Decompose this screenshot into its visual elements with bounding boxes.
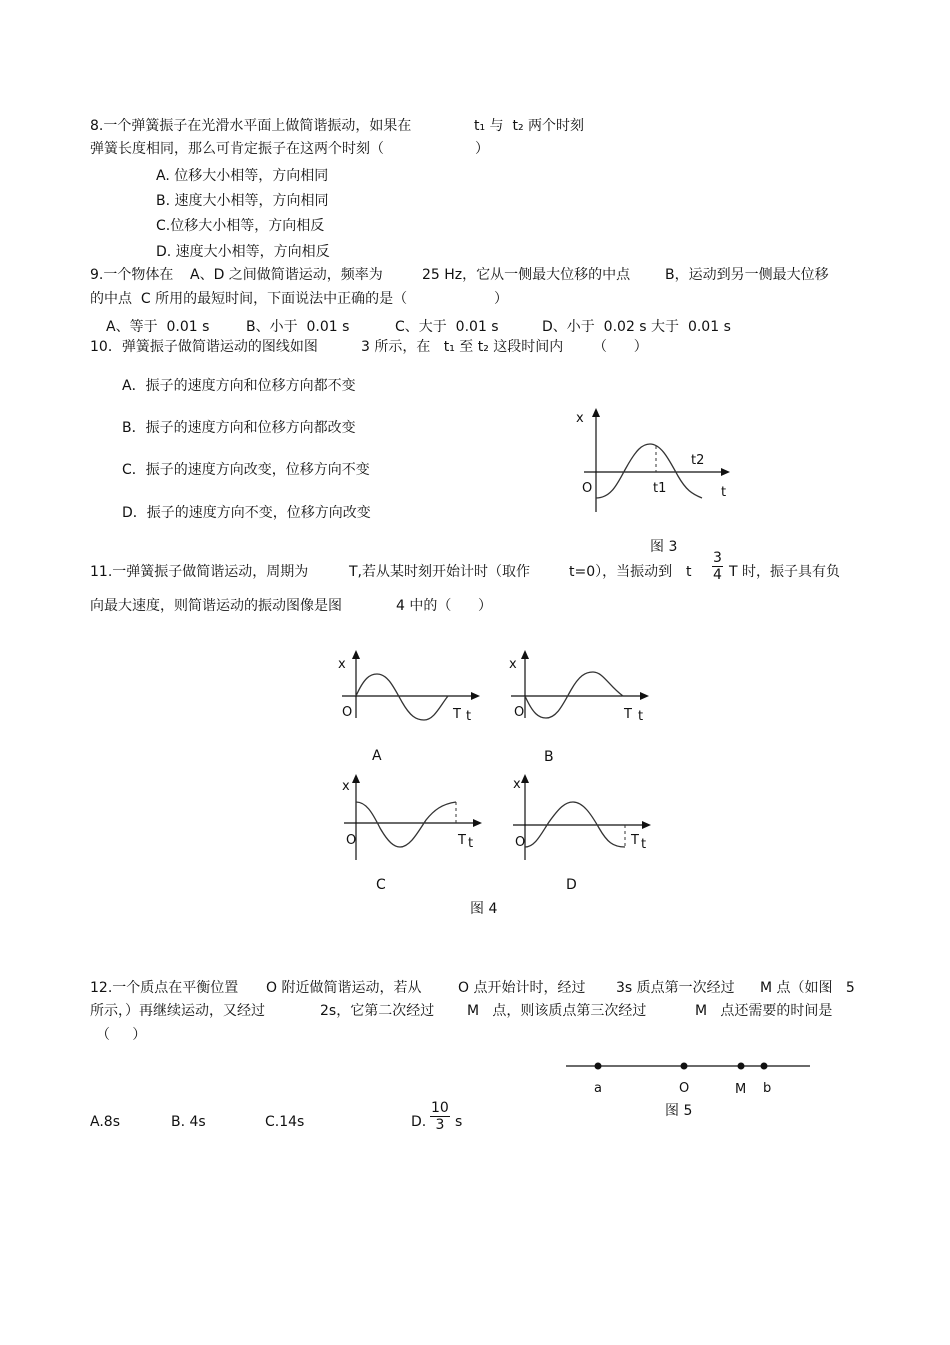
fig4c-curve xyxy=(356,802,456,847)
fig4d-x-label: x xyxy=(513,777,521,792)
q9-option-c: C、大于 0.01 s xyxy=(395,319,499,335)
fig4c-x-label: x xyxy=(342,779,350,794)
fig4b-x-arrow-icon xyxy=(521,650,529,659)
fig4-label-d: D xyxy=(566,877,577,893)
q12-line1-c: O 点开始计时，经过 xyxy=(458,980,586,996)
q9-line1-d: B，运动到另一侧最大位移 xyxy=(665,267,829,283)
q12-optd-num: 10 xyxy=(431,1100,449,1116)
q8-line1: 8.一个弹簧振子在光滑水平面上做简谐振动，如果在 xyxy=(90,118,412,134)
fig4-graph-b xyxy=(505,648,655,728)
fig5-label-o: O xyxy=(679,1081,690,1096)
fig4a-origin: O xyxy=(342,705,353,720)
q12-optd-unit: s xyxy=(455,1114,463,1130)
q9-line1-c: 25 Hz，它从一侧最大位移的中点 xyxy=(422,267,631,283)
q9-option-d: D、小于 0.02 s 大于 0.01 s xyxy=(542,319,731,335)
fig4-label-a: A xyxy=(372,748,382,764)
fig3-x-label: x xyxy=(576,411,584,426)
q10-paren: （ ） xyxy=(593,339,648,355)
q8-line2: 弹簧长度相同，那么可肯定振子在这两个时刻（ xyxy=(90,141,384,157)
fig4d-origin: O xyxy=(515,835,526,850)
fig5-point-m xyxy=(738,1063,745,1070)
q11-line1-a: 11.一弹簧振子做简谐运动，周期为 xyxy=(90,564,309,580)
fig4-label-c: C xyxy=(376,877,386,893)
q12-line2-c: M 点，则该质点第三次经过 xyxy=(467,1003,647,1019)
q12-line3: （ ） xyxy=(96,1027,147,1043)
q9-option-a: A、等于 0.01 s xyxy=(106,319,210,335)
fig5-point-a xyxy=(595,1063,602,1070)
q10-option-d: D．振子的速度方向不变，位移方向改变 xyxy=(122,505,371,521)
q12-line1-e: M 点（如图 5 xyxy=(760,980,855,996)
fig4b-x-label: x xyxy=(509,657,517,672)
fig4b-origin: O xyxy=(514,705,525,720)
figure-5-line xyxy=(564,1056,814,1096)
fig4-graph-c xyxy=(334,772,484,867)
q12-line1-b: O 附近做简谐运动，若从 xyxy=(266,980,422,996)
q12-line2-b: 2s，它第二次经过 xyxy=(320,1003,435,1019)
figure-3-caption: 图 3 xyxy=(650,539,678,555)
q11-frac-den: 4 xyxy=(713,567,722,583)
fig3-t2-label: t2 xyxy=(691,453,705,468)
q12-option-c: C.14s xyxy=(265,1114,305,1130)
q12-line2-a: 所示，）再继续运动，又经过 xyxy=(90,1003,265,1019)
fig3-curve xyxy=(596,444,705,498)
fig4a-t-arrow-icon xyxy=(471,692,480,700)
fig4b-T-label: T xyxy=(624,707,632,722)
fig4-label-b: B xyxy=(544,749,554,765)
figure-4-caption: 图 4 xyxy=(470,901,498,917)
fig3-t-arrow-icon xyxy=(721,468,730,476)
fig4b-t-arrow-icon xyxy=(640,692,649,700)
fig4d-T-label: T xyxy=(631,833,639,848)
q12-line1-a: 12.一个质点在平衡位置 xyxy=(90,980,239,996)
fig5-label-b: b xyxy=(763,1081,772,1096)
q11-line1-d: t xyxy=(686,564,692,580)
fig4c-t-label: t xyxy=(468,836,474,851)
q11-line2-a: 向最大速度，则简谐运动的振动图像是图 xyxy=(90,598,342,614)
q10-line1-b: 3 所示，在 t₁ 至 t₂ 这段时间内 xyxy=(361,339,564,355)
q11-line1-b: T,若从某时刻开始计时（取作 xyxy=(349,564,531,580)
q8-paren: ） xyxy=(475,141,489,157)
q11-frac-num: 3 xyxy=(713,550,722,566)
q11-fraction xyxy=(712,550,723,583)
fig4c-origin: O xyxy=(346,833,357,848)
fig4a-curve xyxy=(356,674,448,720)
fig4a-T-label: T xyxy=(453,707,461,722)
fig4c-T-label: T xyxy=(458,833,466,848)
fig4b-t-label: t xyxy=(638,709,644,724)
fig4-graph-d xyxy=(505,772,655,867)
q10-line1-a: 10．弹簧振子做简谐运动的图线如图 xyxy=(90,339,318,355)
q11-line1-c: t=0），当振动到 xyxy=(569,564,673,580)
fig4c-x-arrow-icon xyxy=(352,774,360,783)
q10-option-c: C．振子的速度方向改变，位移方向不变 xyxy=(122,462,370,478)
q12-optd-den: 3 xyxy=(435,1117,445,1133)
fig4-graph-a xyxy=(334,648,484,728)
q10-option-a: A．振子的速度方向和位移方向都不变 xyxy=(122,378,356,394)
q12-line1-d: 3s 质点第一次经过 xyxy=(616,980,735,996)
q11-line2-b: 4 中的（ ） xyxy=(396,598,493,614)
fig4a-x-arrow-icon xyxy=(352,650,360,659)
fig4a-t-label: t xyxy=(466,709,472,724)
fig4b-curve xyxy=(525,672,623,718)
fig4d-x-arrow-icon xyxy=(521,774,529,783)
q8-option-c: C.位移大小相等，方向相反 xyxy=(156,218,325,234)
fig5-point-o xyxy=(681,1063,688,1070)
q9-option-b: B、小于 0.01 s xyxy=(246,319,350,335)
fig3-x-arrow-icon xyxy=(592,408,600,417)
fig4c-t-arrow-icon xyxy=(473,819,482,827)
q8-option-b: B. 速度大小相等，方向相同 xyxy=(156,193,329,209)
fig3-t-label: t xyxy=(721,485,727,500)
q8-option-d: D. 速度大小相等，方向相反 xyxy=(156,244,330,260)
fig5-label-m: M xyxy=(735,1082,747,1097)
q9-paren: ） xyxy=(494,291,508,307)
fig5-point-b xyxy=(761,1063,768,1070)
q9-line2: 的中点 C 所用的最短时间，下面说法中正确的是（ xyxy=(90,291,408,307)
fig4a-x-label: x xyxy=(338,657,346,672)
q8-line1-times: t₁ 与 t₂ 两个时刻 xyxy=(474,118,585,134)
q12-optd-fraction xyxy=(430,1100,450,1133)
fig3-t1-label: t1 xyxy=(653,481,667,496)
fig3-origin: O xyxy=(582,481,593,496)
q12-option-b: B. 4s xyxy=(171,1114,206,1130)
q12-line2-d: M 点还需要的时间是 xyxy=(695,1003,833,1019)
q9-line1-a: 9.一个物体在 xyxy=(90,267,174,283)
q8-option-a: A. 位移大小相等，方向相同 xyxy=(156,168,329,184)
q12-option-a: A.8s xyxy=(90,1114,120,1130)
q11-line1-e: T 时，振子具有负 xyxy=(729,564,841,580)
q12-option-d: D. xyxy=(411,1114,427,1130)
figure-5-caption: 图 5 xyxy=(665,1103,693,1119)
fig4d-t-arrow-icon xyxy=(642,821,651,829)
fig5-label-a: a xyxy=(594,1081,602,1096)
q10-option-b: B．振子的速度方向和位移方向都改变 xyxy=(122,420,356,436)
figure-3-graph xyxy=(570,406,740,516)
fig4d-t-label: t xyxy=(641,837,647,852)
q9-line1-b: A、D 之间做简谐运动，频率为 xyxy=(190,267,383,283)
